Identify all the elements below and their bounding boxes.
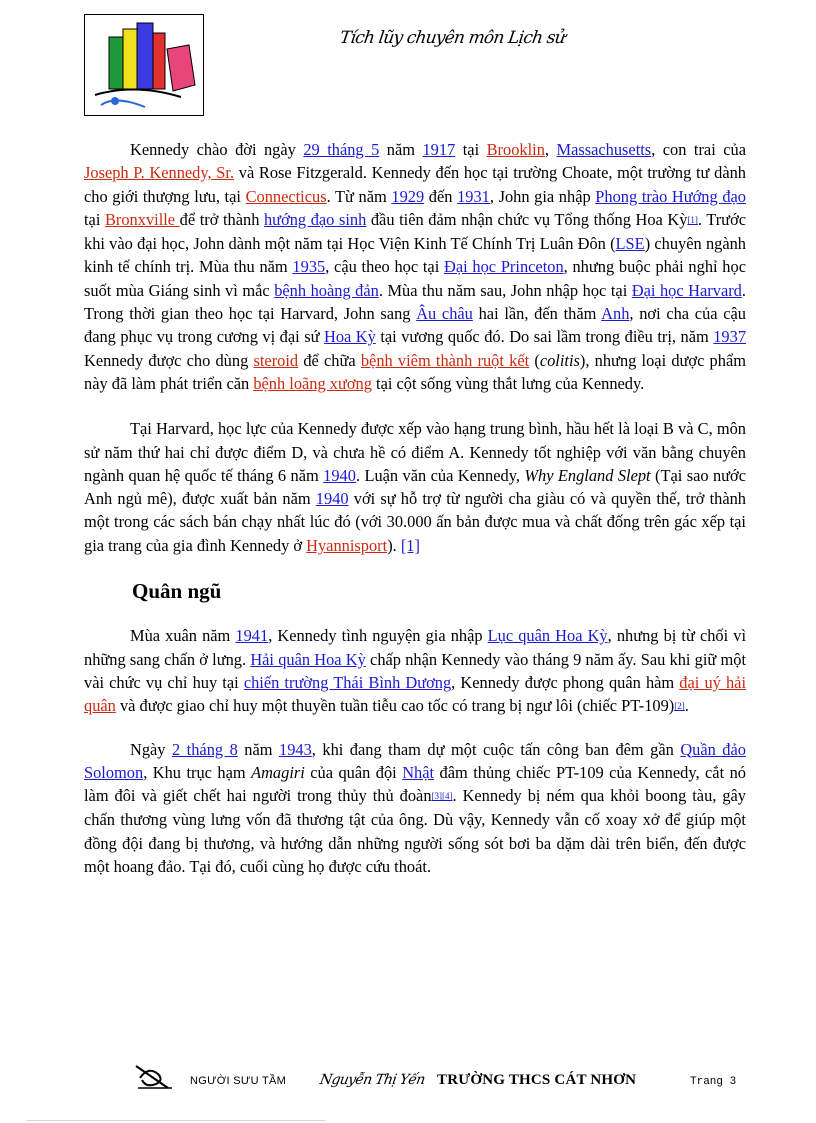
inline-link[interactable]: Hyannisport (306, 535, 388, 555)
inline-link[interactable]: 1917 (422, 140, 456, 159)
paragraph-3: Mùa xuân năm 1941, Kennedy tình nguyện gia nhập Lục quân Hoa Kỳ, nhưng bị từ chối vì những sang chấn ở lưng. Hải quân Hoa Kỳ chấp nhận Kennedy vào tháng 9 năm ấy. Sau khi giữ một vài chức vụ chỉ huy tại chiến trường Thái Bình Dương, Kennedy được phong quân hàm đại uý hải quân và được giao chỉ huy một thuyền tuần tiễu cao tốc có trang bị ngư lôi (chiếc PT-109)[2]. (84, 626, 747, 716)
italic-text: Amagiri (251, 762, 305, 782)
footnote-link[interactable]: [2] (674, 701, 685, 712)
inline-link[interactable]: 2 tháng 8 (172, 739, 238, 759)
inline-link[interactable]: bệnh viêm thành ruột kết (360, 350, 530, 370)
inline-link[interactable]: hướng đạo sinh (263, 209, 367, 229)
inline-link[interactable]: Anh (601, 304, 630, 324)
inline-link[interactable]: 1931 (457, 186, 490, 206)
inline-link[interactable]: Bronxville (104, 209, 180, 229)
inline-link[interactable]: 29 tháng 5 (303, 140, 380, 159)
inline-link[interactable]: 1943 (279, 739, 312, 759)
inline-link[interactable]: Nhật (402, 762, 435, 782)
inline-link[interactable]: steroid (253, 350, 299, 370)
inline-link[interactable]: Âu châu (416, 304, 473, 324)
document-body (84, 138, 746, 878)
inline-link[interactable]: Quần đảo Solomon (84, 739, 746, 782)
inline-link[interactable]: Massachusetts (556, 140, 652, 159)
inline-link[interactable]: 1940 (315, 489, 349, 509)
header-title: Tích lũy chuyên môn Lịch sử (338, 28, 567, 48)
italic-text: Why England Slept (524, 465, 651, 485)
inline-link[interactable]: 1940 (323, 465, 356, 485)
inline-link[interactable]: bệnh loãng xương (253, 373, 372, 393)
inline-link[interactable]: bệnh hoàng đản (274, 280, 379, 300)
paragraph-4: Ngày 2 tháng 8 năm 1943, khi đang tham dự một cuộc tấn công ban đêm gần Quần đảo Solomon, Khu trục hạm Amagiri của quân đội Nhật đâm thủng chiếc PT-109 của Kennedy, cắt nó làm đôi và giết chết hai người trong thủy thủ đoàn[3][4]. Kennedy bị ném qua khỏi boong tàu, gây chấn thương vùng lưng vốn đã thương tật của ông. Dù vậy, Kennedy vẫn cố xoay xở để giúp một đồng đội đang bị thương, và hướng dẫn những người sống sót bơi ba dặm dài trên biển, đến được một hoang đảo. Tại đó, cuối cùng họ được cứu thoát. (84, 739, 746, 877)
inline-link[interactable]: 1937 (713, 327, 747, 347)
inline-link[interactable]: Joseph P. Kennedy, Sr. (84, 163, 235, 183)
paragraph-1: Kennedy chào đời ngày 29 tháng 5 năm 1917 tại Brooklin, Massachusetts, con trai của Joseph P. Kennedy, Sr. và Rose Fitzgerald. Kennedy đến học tại trường Choate, một trường tư dành cho giới thượng lưu, tại Connecticus. Từ năm 1929 đến 1931, John gia nhập Phong trào Hướng đạo tại Bronxville để trở thành hướng đạo sinh đầu tiên đảm nhận chức vụ Tổng thống Hoa Kỳ[1]. Trước khi vào đại học, John dành một năm tại Học Viện Kinh Tế Chính Trị Luân Đôn (LSE) chuyên ngành kinh tế chính trị. Mùa thu năm 1935, cậu theo học tại Đại học Princeton, nhưng buộc phải nghỉ học suốt mùa Giáng sinh vì mắc bệnh hoàng đản. Mùa thu năm sau, John nhập học tại Đại học Harvard. Trong thời gian theo học tại Harvard, John sang Âu châu hai lần, đến thăm Anh, nơi cha của cậu đang phục vụ trong cương vị đại sứ Hoa Kỳ tại vương quốc đó. Do sai lầm trong điều trị, năm 1937 Kennedy được cho dùng steroid để chữa bệnh viêm thành ruột kết (colitis), nhưng loại dược phẩm này đã làm phát triển căn bệnh loãng xương tại cột sống vùng thắt lưng của Kennedy. (84, 140, 747, 393)
inline-link[interactable]: Connecticus (245, 186, 327, 206)
inline-link[interactable]: [1] (400, 535, 420, 555)
inline-link[interactable]: Đại học Princeton (444, 257, 564, 277)
inline-link[interactable]: Đại học Harvard (631, 280, 742, 300)
inline-link[interactable]: LSE (615, 234, 645, 254)
inline-link[interactable]: chiến trường Thái Bình Dương (243, 672, 452, 692)
inline-link[interactable]: đại uý hải quân (84, 672, 746, 716)
inline-link[interactable]: Hoa Kỳ (323, 327, 376, 347)
page-footer (0, 1060, 816, 1110)
inline-link[interactable]: 1935 (292, 257, 326, 277)
signature: Nguyễn Thị Yến (318, 1072, 426, 1088)
footer-divider (26, 1120, 326, 1121)
inline-link[interactable]: Lục quân Hoa Kỳ (487, 626, 608, 646)
section-title: Quân ngũ (132, 579, 222, 604)
inline-link[interactable]: Brooklin (486, 140, 545, 159)
inline-link[interactable]: Phong trào Hướng đạo (595, 186, 746, 206)
pen-icon (134, 1062, 174, 1092)
footnote-link[interactable]: [3][4] (431, 791, 453, 802)
paragraph-2: Tại Harvard, học lực của Kennedy được xếp vào hạng trung bình, hầu hết là loại B và C, môn sử năm thứ hai chỉ được điểm D, và chưa hề có điểm A. Kennedy tốt nghiệp với văn bằng chuyên ngành quan hệ quốc tế tháng 6 năm 1940. Luận văn của Kennedy, Why England Slept (Tại sao nước Anh ngủ mê), được xuất bản năm 1940 với sự hỗ trợ từ người cha giàu có và quyền thế, trở thành một trong các sách bán chạy nhất lúc đó (với 30.000 ấn bản được mua và chất đống trên gác xếp tại gia trang của gia đình Kennedy ở Hyannisport). [1] (84, 419, 746, 555)
inline-link[interactable]: 1941 (235, 626, 269, 646)
school-name: TRƯỜNG THCS CÁT NHƠN (437, 1072, 637, 1088)
books-icon (85, 15, 203, 115)
logo-box (84, 14, 204, 116)
page-number: Trang 3 (690, 1076, 737, 1088)
inline-link[interactable]: 1929 (391, 186, 425, 206)
footnote-link[interactable]: [1] (687, 214, 698, 225)
italic-text: colitis (539, 350, 580, 370)
inline-link[interactable]: Hải quân Hoa Kỳ (250, 649, 366, 669)
collector-label: NGƯỜI SƯU TẦM (190, 1075, 287, 1087)
